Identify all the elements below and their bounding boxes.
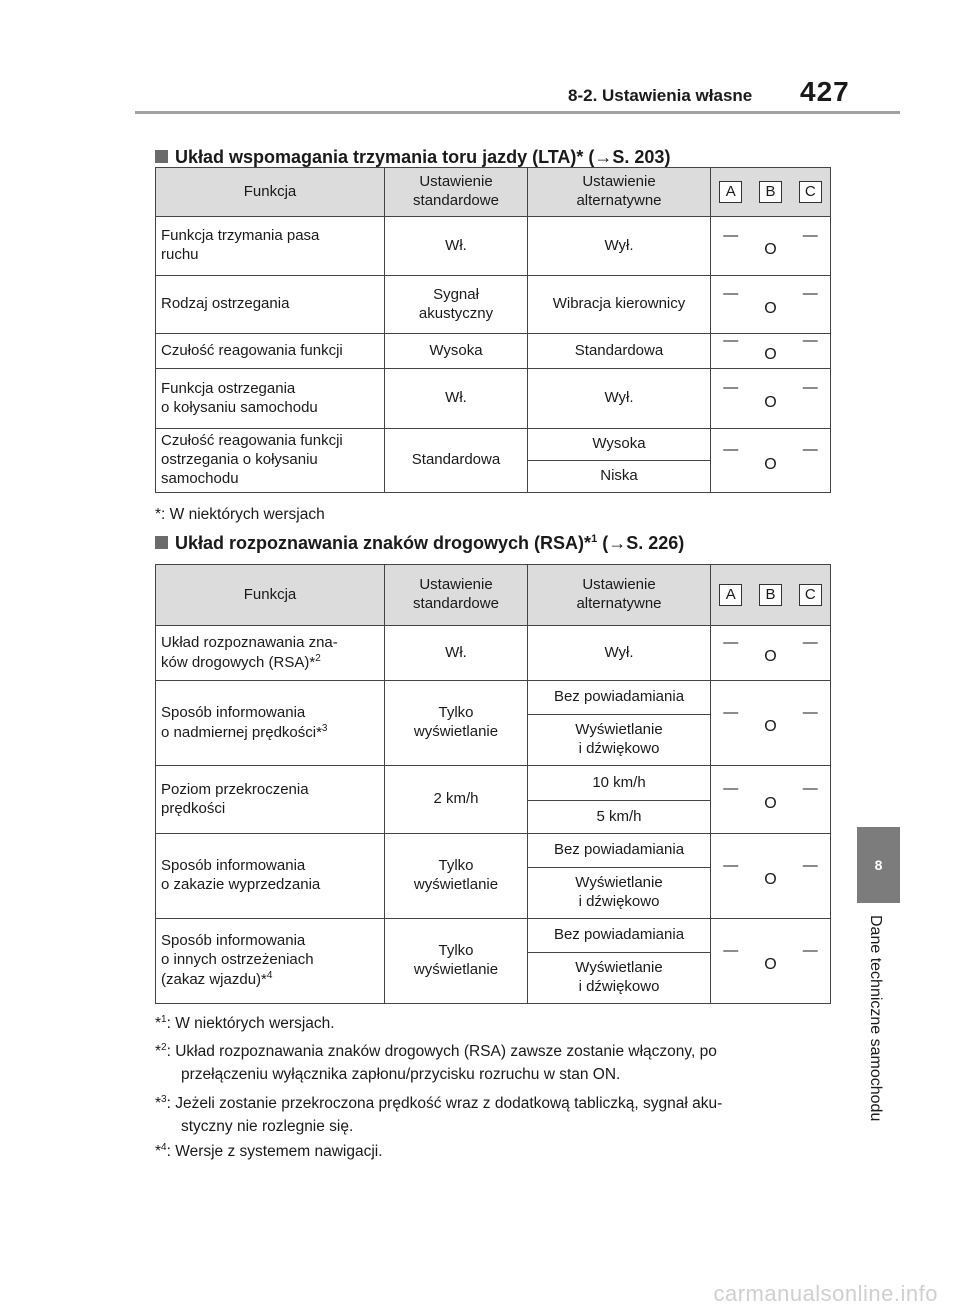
cell-text: Standardowa (574, 341, 664, 359)
cell-default (385, 369, 528, 429)
cell-alternative (528, 334, 711, 369)
section-title-rsa: Układ rozpoznawania znaków drogowych (RSA)*$^1$ (→S. 226) (155, 533, 684, 554)
cell-text: O (764, 794, 777, 812)
cell-text: — (802, 379, 818, 397)
cell-function (156, 919, 385, 1004)
cell-text: Bez powiadamiania (553, 841, 685, 859)
cell-text: — (802, 285, 818, 303)
cell-a (711, 919, 751, 1004)
section-title-lta: Układ wspomagania trzymania toru jazdy (LTA)* (→S. 203) (155, 147, 670, 168)
table-rsa (155, 564, 831, 1004)
cell-text: Funkcja (243, 182, 297, 200)
cell-text: — (802, 331, 818, 349)
cell-alternative (528, 868, 711, 919)
cell-text: C (799, 584, 822, 606)
cell-function (156, 766, 385, 834)
cell-alternative (528, 626, 711, 681)
cell-text: Funkcja (243, 585, 297, 603)
table-header-row (156, 168, 831, 217)
arrow-icon: → (594, 147, 613, 167)
cell-text: Tylko (438, 942, 474, 960)
cell-text: Standardowa (411, 451, 501, 469)
cell-default (385, 919, 528, 1004)
cell-a (711, 331, 751, 369)
chapter-tab[interactable]: 8 (857, 827, 900, 903)
bullet-square-icon (155, 536, 168, 549)
cell-text: — (802, 856, 818, 874)
cell-default (385, 681, 528, 766)
cell-text: Funkcja trzymania pasa (161, 227, 320, 245)
cell-text: O (764, 393, 777, 411)
cell-function (156, 217, 385, 276)
col-alternative (528, 565, 711, 626)
cell-alternative (528, 276, 711, 334)
col-b (751, 168, 791, 217)
col-a (711, 565, 751, 626)
cell-c (791, 766, 831, 834)
cell-text: Sygnał (433, 285, 479, 303)
cell-b (751, 429, 791, 493)
cell-alternative (528, 834, 711, 868)
cell-text: ruchu (161, 246, 199, 263)
cell-text: Czułość reagowania funkcji (161, 432, 343, 450)
cell-alternative (528, 369, 711, 429)
note-lta: *: W niektórych wersjach (155, 506, 325, 523)
table-row (156, 334, 831, 369)
footnote-1: *$^1$: W niektórych wersjach. (155, 1014, 335, 1033)
cell-text: — (723, 856, 739, 874)
cell-text: Funkcja ostrzegania (161, 379, 296, 397)
arrow-icon: → (608, 533, 627, 553)
cell-c (791, 919, 831, 1004)
cell-b (751, 681, 791, 766)
cell-text: Wibracja kierownicy (552, 295, 686, 313)
cell-alternative (528, 461, 711, 493)
cell-text: standardowe (413, 595, 499, 612)
cell-text: — (723, 703, 739, 721)
cell-c (791, 331, 831, 369)
col-b (751, 565, 791, 626)
cell-text: standardowe (413, 192, 499, 209)
cell-b (751, 626, 791, 681)
cell-text: Układ rozpoznawania zna- (161, 633, 338, 651)
cell-text: — (723, 941, 739, 959)
cell-text: Wł. (445, 236, 467, 254)
cell-c (791, 834, 831, 919)
cell-function (156, 626, 385, 681)
cell-a (711, 681, 751, 766)
cell-text: i dźwiękowo (578, 893, 660, 910)
cell-text: — (723, 441, 739, 459)
table-row (156, 681, 831, 715)
page-number: 427 (800, 76, 850, 107)
cell-default (385, 217, 528, 276)
cell-b (751, 766, 791, 834)
cell-text: Niska (600, 467, 638, 485)
cell-text: — (802, 780, 818, 798)
cell-text: — (723, 285, 739, 303)
cell-text: Wył. (604, 236, 634, 254)
cell-text: alternatywne (576, 595, 662, 612)
cell-alternative (528, 801, 711, 834)
cell-text: O (764, 718, 777, 735)
cell-text: — (723, 633, 739, 651)
watermark: carmanualsonline.info (713, 1281, 938, 1306)
cell-text: prędkości (161, 799, 226, 817)
bullet-square-icon (155, 150, 168, 163)
cell-text: Wyświetlanie (575, 874, 663, 892)
cell-text: Ustawienie (419, 173, 493, 191)
cell-text: 2 (315, 652, 321, 664)
col-default (385, 168, 528, 217)
cell-text: O (764, 455, 777, 473)
cell-text: O (764, 346, 777, 363)
cell-text: o zakazie wyprzedzania (161, 876, 321, 893)
cell-text: o kołysaniu samochodu (161, 398, 318, 416)
cell-text: Wł. (445, 389, 467, 407)
cell-function (156, 276, 385, 334)
cell-text: 5 km/h (596, 807, 642, 825)
cell-text: Sposób informowania (161, 932, 306, 950)
col-c (791, 565, 831, 626)
table-row (156, 369, 831, 429)
cell-text: Poziom przekroczenia (161, 780, 309, 798)
cell-function (156, 334, 385, 369)
cell-text: Tylko (438, 857, 474, 875)
cell-text: B (759, 584, 782, 606)
footnote-4: *$^4$: Wersje z systemem nawigacji. (155, 1142, 383, 1161)
cell-text: 3 (321, 722, 328, 734)
table-row (156, 834, 831, 868)
table-row (156, 217, 831, 276)
cell-text: Rodzaj ostrzegania (161, 295, 290, 313)
cell-text: o nadmiernej prędkości* (161, 723, 322, 741)
cell-text: B (759, 181, 782, 203)
cell-text: — (723, 379, 739, 397)
cell-default (385, 334, 528, 369)
footnote-3: *$^3$: Jeżeli zostanie przekroczona prędkość wraz z dodatkową tabliczką, sygnał aku- styczny nie rozlegnie się. (155, 1094, 723, 1135)
page-ref-link[interactable]: S. 203) (612, 147, 671, 167)
cell-default (385, 276, 528, 334)
cell-alternative (528, 766, 711, 801)
cell-function (156, 429, 385, 493)
cell-text: akustyczny (418, 304, 494, 322)
cell-text: i dźwiękowo (578, 740, 660, 757)
cell-text: — (723, 331, 739, 349)
cell-text: samochodu (161, 469, 239, 487)
cell-text: O (764, 241, 777, 258)
cell-text: Ustawienie (419, 576, 493, 594)
cell-text: 10 km/h (592, 773, 646, 791)
cell-text: wyświetlanie (413, 723, 499, 740)
cell-b (751, 217, 791, 276)
cell-text: Ustawienie (582, 576, 656, 594)
cell-alternative (528, 217, 711, 276)
cell-a (711, 766, 751, 834)
cell-text: wyświetlanie (413, 876, 499, 893)
cell-text: o innych ostrzeżeniach (161, 951, 314, 969)
col-function (156, 565, 385, 626)
cell-c (791, 626, 831, 681)
cell-text: Sposób informowania (161, 857, 306, 875)
cell-default (385, 834, 528, 919)
col-a (711, 168, 751, 217)
table-header-row (156, 565, 831, 626)
cell-text: Bez powiadamiania (553, 926, 685, 944)
cell-text: ków drogowych (RSA)* (161, 653, 316, 671)
cell-function (156, 834, 385, 919)
cell-b (751, 276, 791, 334)
cell-text: 4 (266, 969, 273, 981)
cell-alternative (528, 953, 711, 1004)
col-c (791, 168, 831, 217)
cell-c (791, 681, 831, 766)
cell-a (711, 217, 751, 276)
cell-text: Wyświetlanie (575, 959, 663, 977)
cell-a (711, 369, 751, 429)
table-row (156, 276, 831, 334)
cell-text: C (799, 181, 822, 203)
cell-a (711, 429, 751, 493)
cell-text: — (802, 941, 818, 959)
table-row (156, 919, 831, 953)
cell-text: — (802, 441, 818, 459)
table-row (156, 766, 831, 801)
cell-alternative (528, 681, 711, 715)
cell-default (385, 429, 528, 493)
cell-alternative (528, 919, 711, 953)
cell-b (751, 834, 791, 919)
cell-text: Wł. (445, 643, 467, 661)
cell-text: Wyświetlanie (575, 721, 663, 739)
cell-text: ostrzegania o kołysaniu (161, 451, 318, 469)
cell-text: Wysoka (592, 435, 646, 453)
cell-alternative (528, 429, 711, 461)
cell-c (791, 369, 831, 429)
cell-function (156, 369, 385, 429)
cell-c (791, 429, 831, 493)
cell-text: (zakaz wjazdu)* (161, 970, 267, 988)
cell-text: alternatywne (576, 192, 662, 209)
cell-text: — (802, 633, 818, 651)
cell-text: O (764, 871, 777, 888)
cell-text: Tylko (438, 704, 474, 722)
cell-text: Wysoka (429, 341, 483, 359)
cell-text: Wył. (604, 389, 634, 407)
cell-text: — (723, 226, 739, 244)
cell-text: Wył. (604, 643, 634, 661)
cell-text: Czułość reagowania funkcji (161, 341, 343, 359)
cell-a (711, 276, 751, 334)
cell-text: A (719, 181, 742, 203)
col-default (385, 565, 528, 626)
table-lta (155, 167, 831, 493)
cell-text: A (719, 584, 742, 606)
cell-c (791, 276, 831, 334)
page-ref-link[interactable]: S. 226) (626, 533, 685, 553)
cell-text: O (764, 299, 777, 317)
cell-alternative (528, 715, 711, 766)
cell-c (791, 217, 831, 276)
cell-text: 2 km/h (433, 790, 479, 808)
cell-text: O (764, 956, 777, 973)
chapter-label: Dane techniczne samochodu (867, 915, 884, 1122)
footnote-2: *$^2$: Układ rozpoznawania znaków drogowych (RSA) zawsze zostanie włączony, po przełączeniu wyłącznika zapłonu/przycisku rozruchu w stan ON. (155, 1042, 717, 1083)
cell-text: i dźwiękowo (578, 978, 660, 995)
cell-text: wyświetlanie (413, 961, 499, 978)
cell-default (385, 626, 528, 681)
col-alternative (528, 168, 711, 217)
running-header: 8-2. Ustawienia własne (568, 86, 753, 105)
cell-b (751, 919, 791, 1004)
cell-text: — (802, 703, 818, 721)
cell-a (711, 834, 751, 919)
cell-text: — (723, 780, 739, 798)
table-row (156, 429, 831, 461)
cell-text: — (802, 226, 818, 244)
cell-text: Sposób informowania (161, 703, 306, 721)
cell-default (385, 766, 528, 834)
header-rule (135, 111, 900, 114)
cell-text: Bez powiadamiania (553, 688, 685, 706)
cell-a (711, 626, 751, 681)
cell-b (751, 369, 791, 429)
cell-text: O (764, 648, 777, 665)
col-function (156, 168, 385, 217)
cell-function (156, 681, 385, 766)
table-row (156, 626, 831, 681)
cell-b (751, 334, 791, 369)
cell-text: Ustawienie (582, 173, 656, 191)
